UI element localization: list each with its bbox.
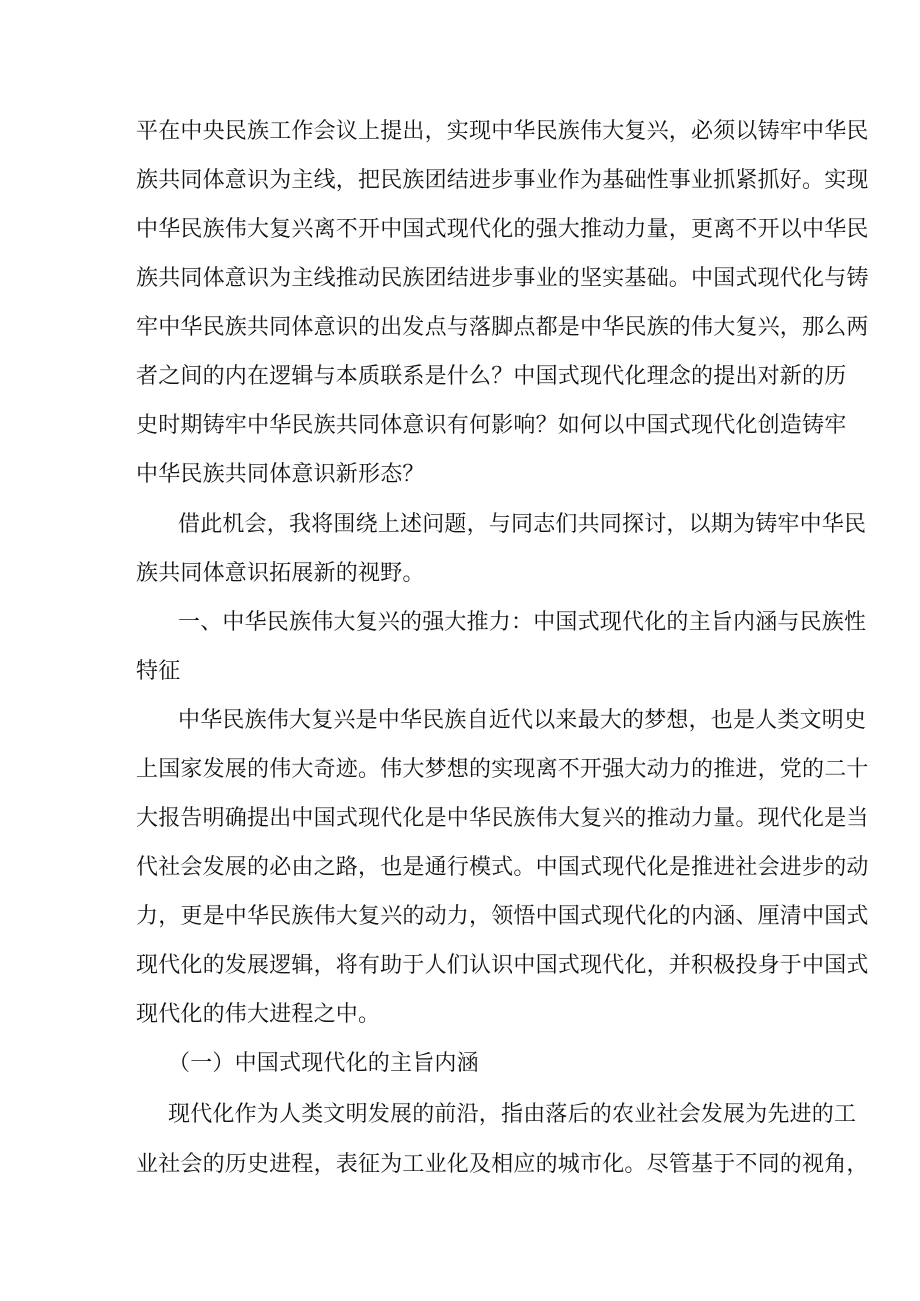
intro-line-1: 平在中央民族工作会议上提出，实现中华民族伟大复兴，必须以铸牢中华民: [136, 119, 869, 144]
subsection-heading: （一）中国式现代化的主旨内涵: [168, 1051, 479, 1076]
dream-line-3: 大报告明确提出中国式现代化是中华民族伟大复兴的推动力量。现代化是当: [136, 806, 869, 831]
modernization-line-2: 业社会的历史进程，表征为工业化及相应的城市化。尽管基于不同的视角，: [136, 1152, 869, 1177]
modernization-line-1: 现代化作为人类文明发展的前沿，指由落后的农业社会发展为先进的工: [168, 1102, 857, 1127]
section-heading-line-1: 一、中华民族伟大复兴的强大推力：中国式现代化的主旨内涵与民族性: [178, 610, 867, 635]
intro-line-3: 中华民族伟大复兴离不开中国式现代化的强大推动力量，更离不开以中华民: [136, 217, 869, 242]
purpose-line-1: 借此机会，我将围绕上述问题，与同志们共同探讨，以期为铸牢中华民: [178, 512, 867, 537]
dream-line-7: 现代化的伟大进程之中。: [136, 1002, 381, 1027]
dream-line-1: 中华民族伟大复兴是中华民族自近代以来最大的梦想，也是人类文明史: [178, 708, 867, 733]
dream-line-5: 力，更是中华民族伟大复兴的动力，领悟中国式现代化的内涵、厘清中国式: [136, 904, 869, 929]
purpose-line-2: 族共同体意识拓展新的视野。: [136, 561, 425, 586]
dream-line-6: 现代化的发展逻辑，将有助于人们认识中国式现代化，并积极投身于中国式: [136, 953, 869, 978]
dream-line-2: 上国家发展的伟大奇迹。伟大梦想的实现离不开强大动力的推进，党的二十: [136, 757, 869, 782]
section-heading-line-2: 特征: [136, 659, 181, 684]
intro-line-7: 史时期铸牢中华民族共同体意识有何影响？如何以中国式现代化创造铸牢: [136, 413, 847, 438]
intro-line-8: 中华民族共同体意识新形态？: [136, 462, 425, 487]
dream-line-4: 代社会发展的必由之路，也是通行模式。中国式现代化是推进社会进步的动: [136, 855, 869, 880]
intro-line-6: 者之间的内在逻辑与本质联系是什么？中国式现代化理念的提出对新的历: [136, 364, 847, 389]
intro-line-5: 牢中华民族共同体意识的出发点与落脚点都是中华民族的伟大复兴，那么两: [136, 315, 869, 340]
intro-line-2: 族共同体意识为主线，把民族团结进步事业作为基础性事业抓紧抓好。实现: [136, 168, 869, 193]
intro-line-4: 族共同体意识为主线推动民族团结进步事业的坚实基础。中国式现代化与铸: [136, 266, 869, 291]
